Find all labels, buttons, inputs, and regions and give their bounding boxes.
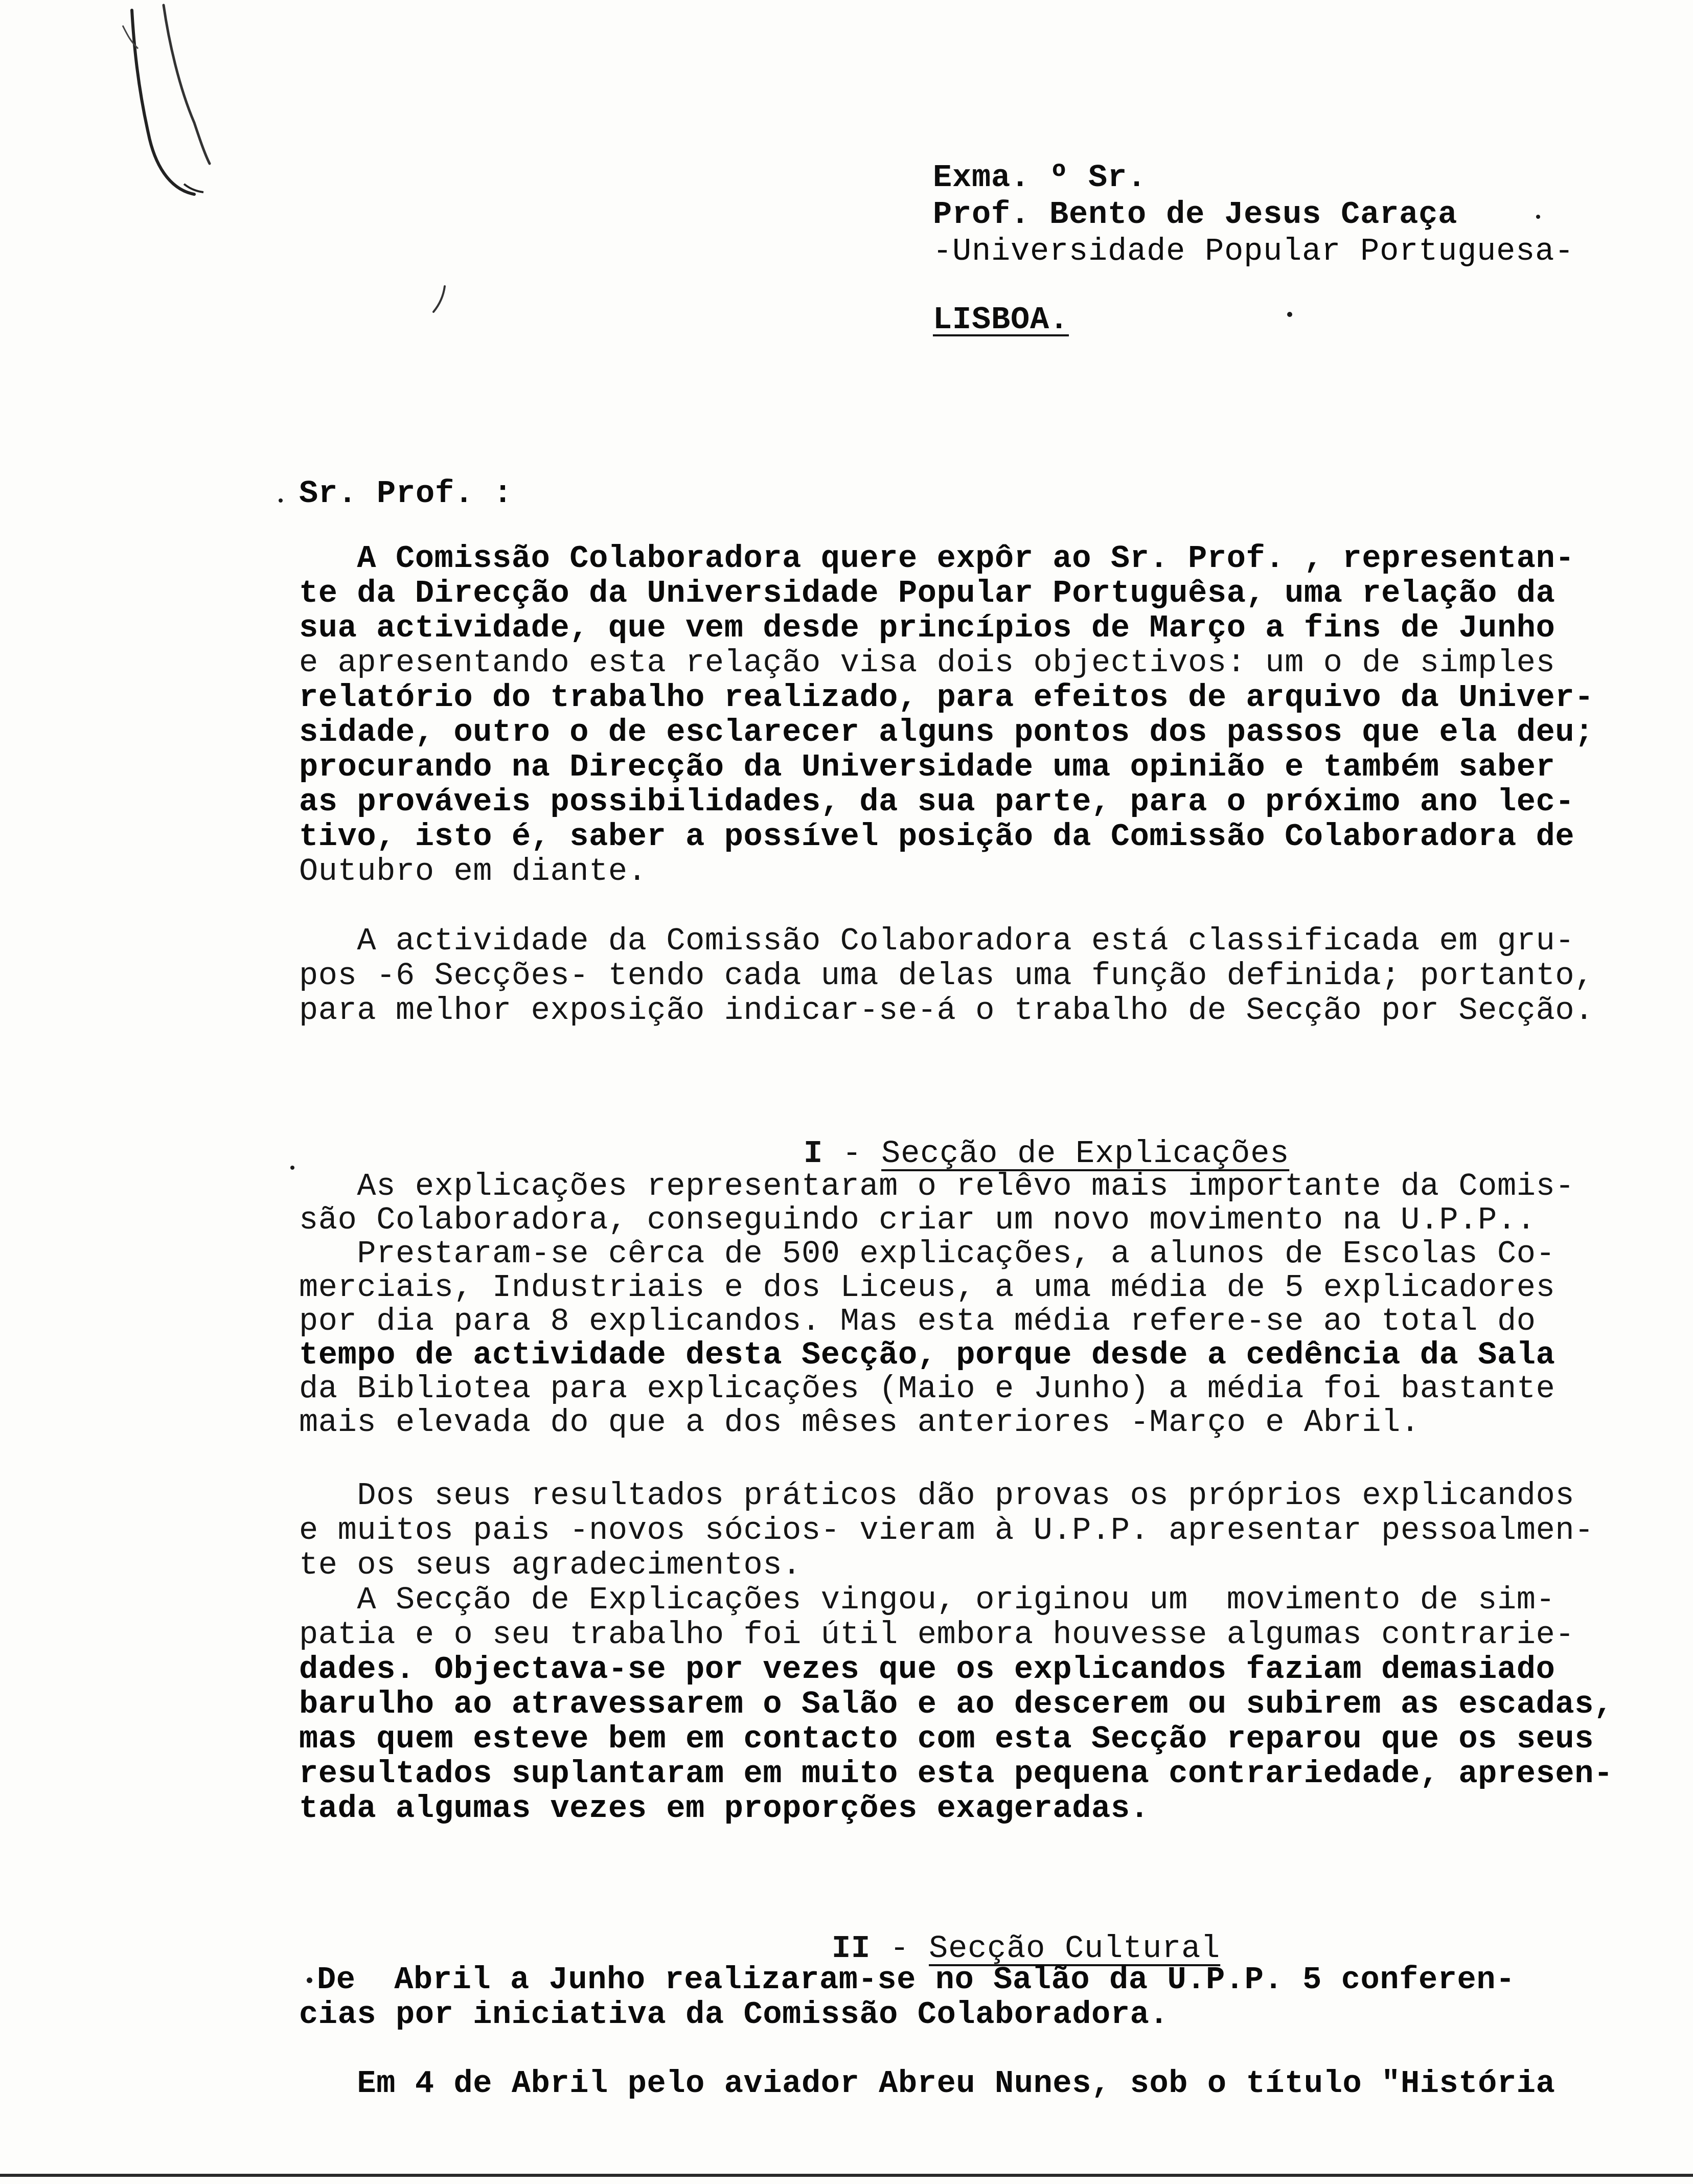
text-line: procurando na Direcção da Universidade uma opinião e também saber bbox=[299, 749, 1555, 785]
recipient-city: LISBOA. bbox=[933, 302, 1069, 338]
ink-dot bbox=[279, 498, 283, 503]
section-heading-cultural: II - Secção Cultural bbox=[832, 1930, 1221, 1967]
text-line: mas quem esteve bem em contacto com esta Secção reparou que os seus bbox=[299, 1721, 1594, 1757]
ink-dot bbox=[290, 1166, 294, 1170]
text-line: De Abril a Junho realizaram-se no Salão da U.P.P. 5 conferen- bbox=[317, 1962, 1515, 1998]
text-line: tivo, isto é, saber a possível posição da Comissão Colaboradora de bbox=[299, 818, 1575, 855]
text-line: por dia para 8 explicandos. Mas esta média refere-se ao total do bbox=[299, 1303, 1536, 1339]
bullet-dot bbox=[307, 1977, 312, 1983]
text-line: relatório do trabalho realizado, para efeitos de arquivo da Univer- bbox=[299, 679, 1594, 716]
section-title: Secção Cultural bbox=[929, 1930, 1221, 1967]
salutation: Sr. Prof. : bbox=[299, 475, 513, 512]
text-line: te os seus agradecimentos. bbox=[299, 1547, 802, 1583]
text-line: A Comissão Colaboradora quere expôr ao Sr. Prof. , representan- bbox=[299, 540, 1575, 577]
text-line: A actividade da Comissão Colaboradora está classificada em gru- bbox=[299, 923, 1575, 959]
text-line: Em 4 de Abril pelo aviador Abreu Nunes, sob o título "História bbox=[299, 2065, 1555, 2102]
text-line: barulho ao atravessarem o Salão e ao descerem ou subirem as escadas, bbox=[299, 1686, 1613, 1722]
text-line: sidade, outro o de esclarecer alguns pontos dos passos que ela deu; bbox=[299, 714, 1594, 750]
text-line: para melhor exposição indicar-se-á o trabalho de Secção por Secção. bbox=[299, 992, 1594, 1029]
text-line: Dos seus resultados práticos dão provas os próprios explicandos bbox=[299, 1477, 1575, 1514]
text-line: as prováveis possibilidades, da sua parte, para o próximo ano lec- bbox=[299, 784, 1575, 820]
text-line: dades. Objectava-se por vezes que os explicandos faziam demasiado bbox=[299, 1651, 1555, 1688]
text-line: tada algumas vezes em proporções exageradas. bbox=[299, 1790, 1150, 1827]
pencil-tick-mark bbox=[429, 284, 450, 314]
section-title: Secção de Explicações bbox=[881, 1135, 1290, 1172]
text-line: As explicações representaram o relêvo mais importante da Comis- bbox=[299, 1168, 1575, 1204]
text-line: sua actividade, que vem desde princípios de Março a fins de Junho bbox=[299, 610, 1555, 646]
text-line: Prestaram-se cêrca de 500 explicações, a alunos de Escolas Co- bbox=[299, 1236, 1555, 1272]
page-bottom-edge bbox=[0, 2174, 1693, 2177]
text-line: cias por iniciativa da Comissão Colaboradora. bbox=[299, 1996, 1169, 2033]
ink-dot bbox=[1287, 312, 1292, 317]
text-line: tempo de actividade desta Secção, porque desde a cedência da Sala bbox=[299, 1337, 1555, 1373]
text-line: e apresentando esta relação visa dois objectivos: um o de simples bbox=[299, 645, 1555, 681]
text-line: pos -6 Secções- tendo cada uma delas uma função definida; portanto, bbox=[299, 958, 1594, 994]
text-line: resultados suplantaram em muito esta pequena contrariedade, apresen- bbox=[299, 1756, 1613, 1792]
ink-dot bbox=[1536, 215, 1540, 219]
text-line: Outubro em diante. bbox=[299, 853, 647, 890]
recipient-institution: -Universidade Popular Portuguesa- bbox=[933, 233, 1574, 269]
text-line: são Colaboradora, conseguindo criar um novo movimento na U.P.P.. bbox=[299, 1202, 1536, 1238]
text-line: merciais, Industriais e dos Liceus, a uma média de 5 explicadores bbox=[299, 1269, 1555, 1306]
recipient-name: Prof. Bento de Jesus Caraça bbox=[933, 196, 1458, 233]
text-line: mais elevada do que a dos mêses anteriores -Março e Abril. bbox=[299, 1404, 1420, 1441]
section-numeral: I bbox=[804, 1135, 823, 1172]
text-line: e muitos pais -novos sócios- vieram à U.P.P. apresentar pessoalmen- bbox=[299, 1512, 1594, 1549]
text-line: da Bibliotea para explicações (Maio e Junho) a média foi bastante bbox=[299, 1371, 1555, 1407]
text-line: te da Direcção da Universidade Popular Portuguêsa, uma relação da bbox=[299, 575, 1555, 611]
recipient-title: Exma. º Sr. bbox=[933, 160, 1147, 196]
text-line: patia e o seu trabalho foi útil embora houvesse algumas contrarie- bbox=[299, 1617, 1575, 1653]
section-numeral: II bbox=[832, 1930, 871, 1967]
handwritten-pencil-mark bbox=[107, 0, 225, 215]
section-heading-explicacoes: I - Secção de Explicações bbox=[804, 1135, 1290, 1172]
text-line: A Secção de Explicações vingou, originou um movimento de sim- bbox=[299, 1582, 1555, 1618]
